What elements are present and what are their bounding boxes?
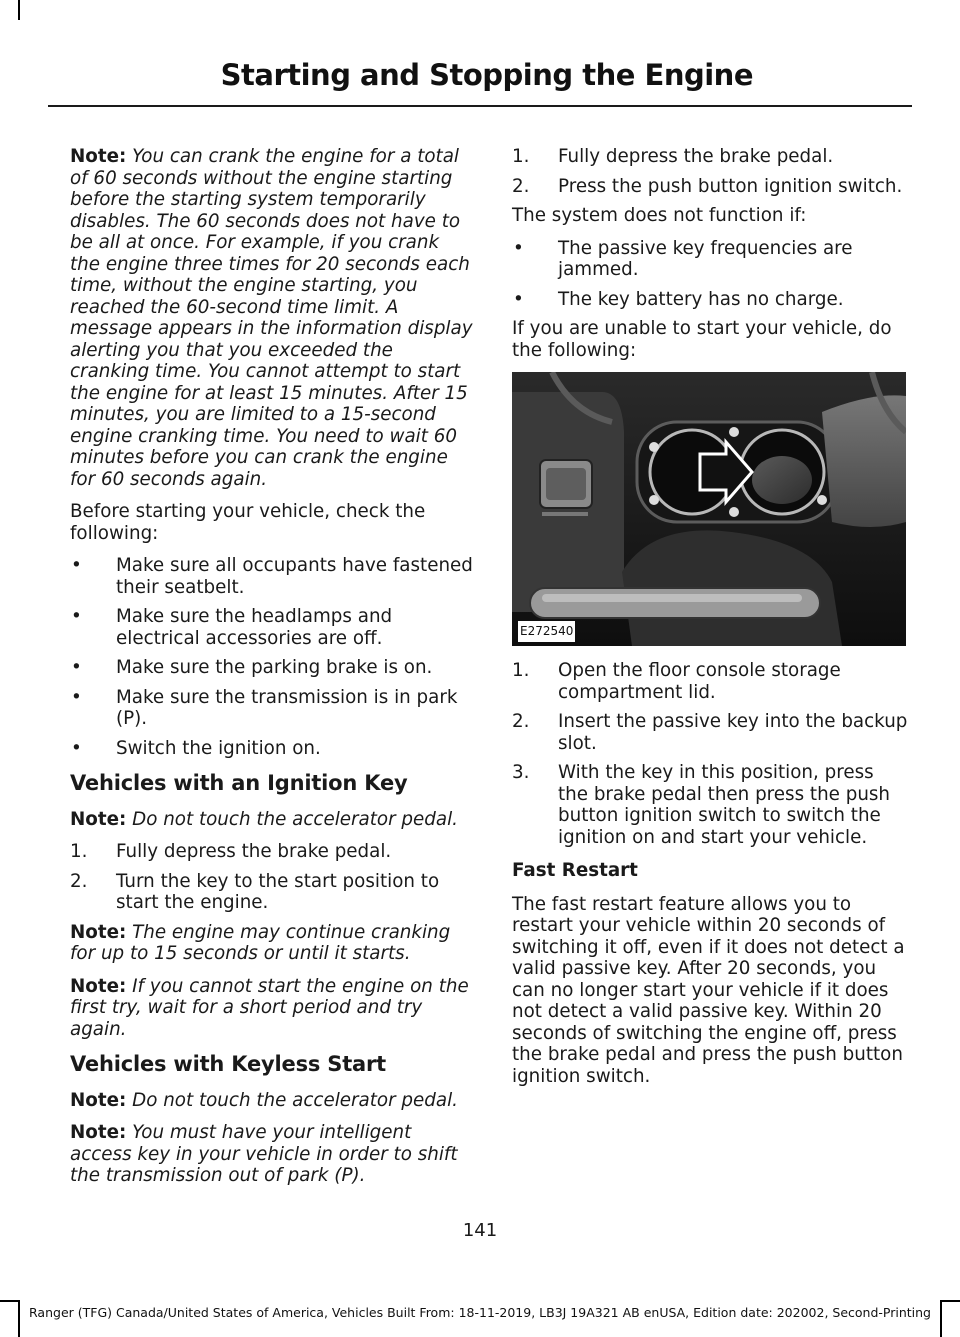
list-item: 1. Fully depress the brake pedal. — [70, 841, 392, 862]
note-intelligent-access: Note: You must have your intelligent access key in your vehicle in order to shift the transmission out of park (P). — [70, 1122, 458, 1186]
note-accelerator: Note: Do not touch the accelerator pedal. — [70, 808, 458, 830]
list-item: • Make sure the parking brake is on. — [71, 657, 433, 678]
crop-mark-bottom-right-h — [940, 1300, 960, 1302]
list-item: • Make sure all occupants have fastened their seatbelt. — [71, 555, 473, 598]
note-retry: Note: If you cannot start the engine on the first try, wait for a short period and try again. — [70, 975, 469, 1040]
figure-code: E272540 — [518, 621, 575, 643]
list-item: 1. Fully depress the brake pedal. — [512, 146, 834, 167]
note-cranking-limit: Note: You can crank the engine for a total of 60 seconds without the engine starting before the starting system temporarily disables. The 60 seconds does not have to be all at once. For example, if you crank the engine three times for 20 seconds each time, without the engine starting, you reached the 60-second time limit. A message appears in the information display alerting you that you exceeded the cranking time. You cannot attempt to start the engine for at least 15 minutes. After 15 minutes, you are limited to a 15-second engine cranking time. You need to wait 60 minutes before you can crank the engine for 60 seconds again. — [70, 146, 473, 490]
list-item: • Switch the ignition on. — [71, 737, 321, 759]
footer-edition-info: Ranger (TFG) Canada/United States of America, Vehicles Built From: 18-11-2019, LB3J 19A321 AB enUSA, Edition date: 202002, Second-Printing — [29, 1305, 931, 1320]
page-number: 141 — [462, 1220, 498, 1241]
right-column — [512, 146, 908, 1098]
no-function-list — [512, 238, 908, 311]
keyless-steps — [512, 146, 908, 197]
list-item: • Make sure the transmission is in park (P). — [71, 686, 458, 729]
unable-intro: If you are unable to start your vehicle, do the following: — [512, 318, 892, 361]
list-item: 2. Insert the passive key into the backup slot. — [512, 711, 908, 754]
heading-keyless-start: Vehicles with Keyless Start — [70, 1052, 387, 1076]
left-column — [70, 146, 474, 1198]
backup-steps — [512, 660, 908, 848]
list-item: 2. Turn the key to the start position to start the engine. — [70, 870, 440, 913]
list-item: 3. With the key in this position, press the brake pedal then press the push button ignition switch to switch the ignition on and start your vehicle. — [512, 762, 891, 848]
floor-console-backup-slot-illustration — [512, 372, 906, 646]
note-cranking-continue: Note: The engine may continue cranking for up to 15 seconds or until it starts. — [70, 921, 451, 964]
no-function-intro: The system does not function if: — [512, 205, 807, 226]
list-item: • Make sure the headlamps and electrical accessories are off. — [71, 606, 393, 649]
heading-ignition-key: Vehicles with an Ignition Key — [70, 771, 408, 795]
crop-mark-bottom-left-h — [0, 1300, 20, 1302]
check-intro: Before starting your vehicle, check the following: — [70, 501, 426, 544]
check-list — [70, 555, 474, 759]
list-item: • The passive key frequencies are jammed. — [513, 237, 853, 280]
heading-fast-restart: Fast Restart — [512, 860, 638, 881]
header-divider — [48, 105, 912, 107]
crop-mark-top-left — [18, 0, 20, 20]
list-item: • The key battery has no charge. — [513, 288, 844, 310]
page-header-title: Starting and Stopping the Engine — [220, 58, 753, 92]
note-accelerator-keyless: Note: Do not touch the accelerator pedal. — [70, 1089, 458, 1111]
fast-restart-text: The fast restart feature allows you to restart your vehicle within 20 seconds of switching it off, even if it does not detect a valid passive key. After 20 seconds, you can no longer start your vehicle if it does not detect a valid passive key. Within 20 seconds of switching the engine off, press the brake pedal and press the push button ignition switch. — [512, 893, 905, 1087]
console-illustration-icon — [512, 372, 906, 646]
ignition-key-steps — [70, 841, 474, 914]
list-item: 2. Press the push button ignition switch. — [512, 175, 903, 197]
list-item: 1. Open the floor console storage compartment lid. — [512, 660, 841, 703]
